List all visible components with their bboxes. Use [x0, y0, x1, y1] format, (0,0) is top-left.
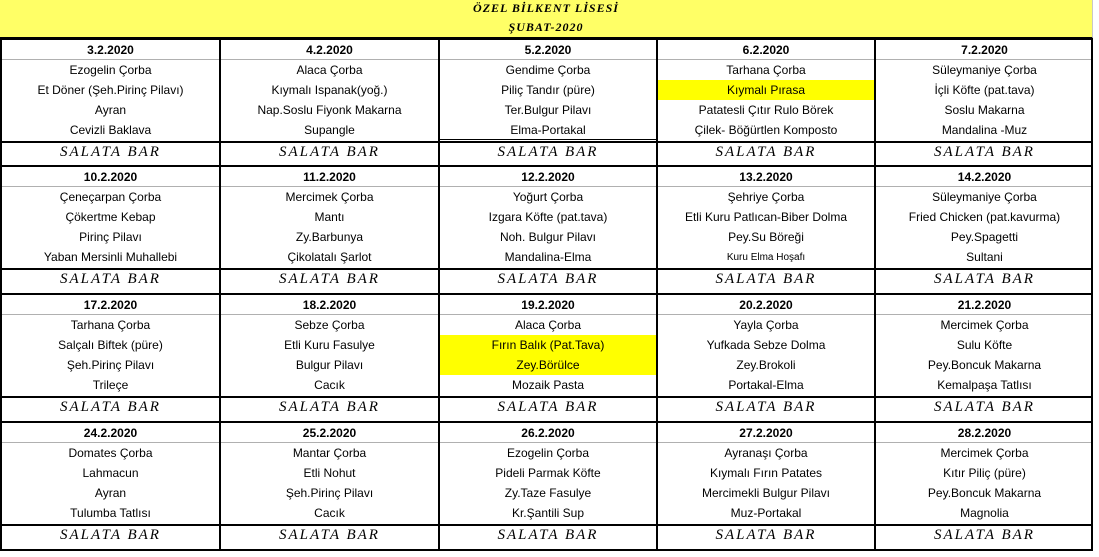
- side-dish-item[interactable]: Pey.Spagetti: [950, 230, 1019, 244]
- main-dish-item[interactable]: Kıymalı Pırasa: [658, 80, 874, 100]
- salad-bar-label[interactable]: SALATA BAR: [497, 399, 599, 415]
- dessert-item[interactable]: Portakal-Elma: [728, 378, 804, 392]
- side-dish-item[interactable]: Pey.Boncuk Makarna: [927, 486, 1042, 500]
- salad-bar-label[interactable]: SALATA BAR: [279, 527, 380, 543]
- salad-bar-label[interactable]: SALATA BAR: [715, 527, 817, 543]
- soup-item[interactable]: Alaca Çorba: [296, 63, 363, 77]
- dessert-item[interactable]: Elma-Portakal: [510, 123, 586, 137]
- soup-item[interactable]: Mercimek Çorba: [940, 446, 1029, 460]
- soup-item[interactable]: Mercimek Çorba: [940, 318, 1029, 332]
- side-dish-item[interactable]: Zey.Brokoli: [736, 358, 796, 372]
- side-dish-item[interactable]: Pey.Boncuk Makarna: [927, 358, 1042, 372]
- grid-divider: [874, 39, 876, 551]
- salad-bar-label[interactable]: SALATA BAR: [279, 399, 380, 415]
- dessert-item[interactable]: Kuru Elma Hoşafı: [726, 251, 806, 263]
- dessert-item[interactable]: Kemalpaşa Tatlısı: [937, 378, 1032, 392]
- day-date[interactable]: 19.2.2020: [521, 298, 575, 312]
- salad-bar-label[interactable]: SALATA BAR: [934, 527, 1035, 543]
- day-date[interactable]: 10.2.2020: [83, 170, 138, 184]
- dessert-item[interactable]: Sultani: [966, 250, 1003, 264]
- dessert-item[interactable]: Çilek- Böğürtlen Komposto: [694, 123, 838, 137]
- side-dish-item[interactable]: Pirinç Pilavı: [79, 230, 142, 244]
- dessert-item[interactable]: Kr.Şantili Sup: [511, 506, 585, 520]
- side-dish-item[interactable]: Nap.Soslu Fiyonk Makarna: [257, 103, 402, 117]
- soup-item[interactable]: Tarhana Çorba: [70, 318, 151, 332]
- grid-rule: [0, 38, 1093, 40]
- main-dish-item[interactable]: Fırın Balık (Pat.Tava): [440, 335, 656, 355]
- dessert-item[interactable]: Yaban Mersinli Muhallebi: [43, 250, 178, 264]
- side-dish-item[interactable]: Patatesli Çıtır Rulo Börek: [698, 103, 834, 117]
- side-dish-item[interactable]: Mercimekli Bulgur Pilavı: [701, 486, 831, 500]
- school-title: ÖZEL BİLKENT LİSESİ: [473, 1, 619, 15]
- main-dish-item[interactable]: Etli Kuru Patlıcan-Biber Dolma: [684, 210, 848, 224]
- soup-item[interactable]: Domates Çorba: [68, 446, 153, 460]
- side-dish-item[interactable]: Noh. Bulgur Pilavı: [499, 230, 597, 244]
- soup-item[interactable]: Mercimek Çorba: [285, 190, 374, 204]
- salad-bar-label[interactable]: SALATA BAR: [934, 399, 1035, 415]
- main-dish-item[interactable]: Yufkada Sebze Dolma: [706, 338, 826, 352]
- salad-bar-label[interactable]: SALATA BAR: [60, 527, 161, 543]
- salad-bar-label[interactable]: SALATA BAR: [934, 271, 1035, 287]
- side-dish-item[interactable]: Ayran: [94, 103, 127, 117]
- main-dish-item[interactable]: Piliç Tandır (püre): [501, 83, 595, 97]
- dessert-item[interactable]: Çikolatalı Şarlot: [287, 250, 372, 264]
- grid-rule: [0, 396, 1093, 398]
- salad-bar-label[interactable]: SALATA BAR: [279, 144, 380, 160]
- grid-rule: [0, 141, 1093, 143]
- soup-item[interactable]: Ezogelin Çorba: [69, 63, 152, 77]
- dessert-item[interactable]: Cacık: [314, 506, 345, 520]
- day-date[interactable]: 5.2.2020: [524, 43, 572, 57]
- day-date[interactable]: 6.2.2020: [742, 43, 790, 57]
- day-date[interactable]: 12.2.2020: [521, 170, 575, 184]
- dessert-item[interactable]: Muz-Portakal: [730, 506, 802, 520]
- main-dish-item[interactable]: Sulu Köfte: [956, 338, 1013, 352]
- side-dish-item[interactable]: Şeh.Pirinç Pilavı: [66, 358, 155, 372]
- day-date[interactable]: 18.2.2020: [302, 298, 357, 312]
- day-date[interactable]: 4.2.2020: [306, 43, 353, 57]
- soup-item[interactable]: Ayranaşı Çorba: [724, 446, 808, 460]
- day-date[interactable]: 7.2.2020: [961, 43, 1008, 57]
- side-dish-item[interactable]: Bulgur Pilavı: [295, 358, 364, 372]
- soup-item[interactable]: Ezogelin Çorba: [506, 446, 590, 460]
- day-date[interactable]: 21.2.2020: [957, 298, 1012, 312]
- dessert-item[interactable]: Tulumba Tatlısı: [70, 506, 151, 520]
- soup-item[interactable]: Yoğurt Çorba: [512, 190, 584, 204]
- main-dish-item[interactable]: Izgara Köfte (pat.tava): [488, 210, 608, 224]
- grid-divider: [656, 39, 658, 551]
- grid-rule: [0, 186, 1093, 187]
- dessert-item[interactable]: Trileçe: [92, 378, 129, 392]
- grid-rule: [0, 59, 1093, 60]
- grid-divider: [438, 39, 440, 551]
- soup-item[interactable]: Süleymaniye Çorba: [932, 63, 1037, 77]
- dessert-item[interactable]: Supangle: [304, 123, 355, 137]
- main-dish-item[interactable]: Mantı: [314, 210, 345, 224]
- main-dish-item[interactable]: Pideli Parmak Köfte: [495, 466, 601, 480]
- day-date[interactable]: 27.2.2020: [739, 426, 793, 440]
- main-dish-item[interactable]: Et Döner (Şeh.Pirinç Pilavı): [37, 83, 184, 97]
- grid-rule: [0, 165, 1093, 167]
- soup-item[interactable]: Sebze Çorba: [294, 318, 365, 332]
- soup-item[interactable]: Yayla Çorba: [733, 318, 799, 332]
- side-dish-item[interactable]: Zy.Taze Fasulye: [504, 486, 592, 500]
- day-date[interactable]: 20.2.2020: [739, 298, 793, 312]
- day-date[interactable]: 17.2.2020: [83, 298, 138, 312]
- main-dish-item[interactable]: Kıymalı Ispanak(yoğ.): [271, 83, 388, 97]
- soup-item[interactable]: Çeneçarpan Çorba: [59, 190, 162, 204]
- main-dish-item[interactable]: Kıymalı Fırın Patates: [709, 466, 823, 480]
- side-dish-item[interactable]: Pey.Su Böreği: [728, 230, 804, 244]
- main-dish-item[interactable]: Lahmacun: [82, 466, 139, 480]
- grid-rule: [0, 549, 1093, 551]
- soup-item[interactable]: Tarhana Çorba: [726, 63, 806, 77]
- sheet-header: [0, 0, 1093, 39]
- salad-bar-label[interactable]: SALATA BAR: [715, 271, 817, 287]
- grid-divider: [0, 39, 2, 551]
- day-date[interactable]: 13.2.2020: [739, 170, 793, 184]
- dessert-item[interactable]: Mandalina -Muz: [941, 123, 1028, 137]
- soup-item[interactable]: Şehriye Çorba: [727, 190, 805, 204]
- main-dish-item[interactable]: İçli Köfte (pat.tava): [934, 83, 1035, 97]
- day-date[interactable]: 24.2.2020: [83, 426, 138, 440]
- day-date[interactable]: 26.2.2020: [521, 426, 575, 440]
- day-date[interactable]: 11.2.2020: [303, 170, 356, 184]
- salad-bar-label[interactable]: SALATA BAR: [440, 140, 656, 165]
- dessert-item[interactable]: Cevizli Baklava: [69, 123, 152, 137]
- salad-bar-label[interactable]: SALATA BAR: [60, 271, 161, 287]
- main-dish-item[interactable]: Salçalı Biftek (püre): [58, 338, 163, 352]
- grid-divider: [219, 39, 221, 551]
- salad-bar-label[interactable]: SALATA BAR: [279, 271, 380, 287]
- dessert-item[interactable]: Mandalina-Elma: [504, 250, 592, 264]
- soup-item[interactable]: Alaca Çorba: [514, 318, 582, 332]
- dessert-item[interactable]: Mozaik Pasta: [511, 378, 585, 392]
- side-dish-item[interactable]: Zey.Börülce: [440, 355, 656, 375]
- salad-bar-label[interactable]: SALATA BAR: [715, 399, 817, 415]
- salad-bar-label[interactable]: SALATA BAR: [715, 144, 817, 160]
- salad-bar-label[interactable]: SALATA BAR: [497, 527, 599, 543]
- main-dish-item[interactable]: Fried Chicken (pat.kavurma): [908, 210, 1061, 224]
- side-dish-item[interactable]: Zy.Barbunya: [295, 230, 364, 244]
- salad-bar-label[interactable]: SALATA BAR: [934, 144, 1035, 160]
- soup-item[interactable]: Mantar Çorba: [292, 446, 367, 460]
- side-dish-item[interactable]: Ter.Bulgur Pilavı: [504, 103, 592, 117]
- grid-rule: [0, 442, 1093, 443]
- day-date[interactable]: 25.2.2020: [302, 426, 357, 440]
- day-date[interactable]: 28.2.2020: [957, 426, 1012, 440]
- soup-item[interactable]: Süleymaniye Çorba: [932, 190, 1037, 204]
- grid-rule: [0, 314, 1093, 315]
- grid-divider: [1091, 39, 1093, 551]
- month-title: ŞUBAT-2020: [508, 20, 584, 34]
- side-dish-item[interactable]: Şeh.Pirinç Pilavı: [285, 486, 374, 500]
- salad-bar-label[interactable]: SALATA BAR: [60, 144, 161, 160]
- salad-bar-label[interactable]: SALATA BAR: [497, 271, 599, 287]
- grid-rule: [0, 293, 1093, 295]
- main-dish-item[interactable]: Etli Nohut: [303, 466, 356, 480]
- main-dish-item[interactable]: Etli Kuru Fasulye: [284, 338, 375, 352]
- main-dish-item[interactable]: Kıtır Piliç (püre): [943, 466, 1026, 480]
- side-dish-item[interactable]: Soslu Makarna: [944, 103, 1025, 117]
- side-dish-item[interactable]: Ayran: [94, 486, 127, 500]
- grid-rule: [0, 524, 1093, 526]
- day-date[interactable]: 14.2.2020: [957, 170, 1012, 184]
- main-dish-item[interactable]: Çökertme Kebap: [65, 210, 156, 224]
- grid-rule: [0, 421, 1093, 423]
- day-date[interactable]: 3.2.2020: [87, 43, 134, 57]
- dessert-item[interactable]: Magnolia: [960, 506, 1009, 520]
- grid-rule: [0, 268, 1093, 270]
- salad-bar-label[interactable]: SALATA BAR: [60, 399, 161, 415]
- dessert-item[interactable]: Cacık: [314, 378, 345, 392]
- soup-item[interactable]: Gendime Çorba: [505, 63, 591, 77]
